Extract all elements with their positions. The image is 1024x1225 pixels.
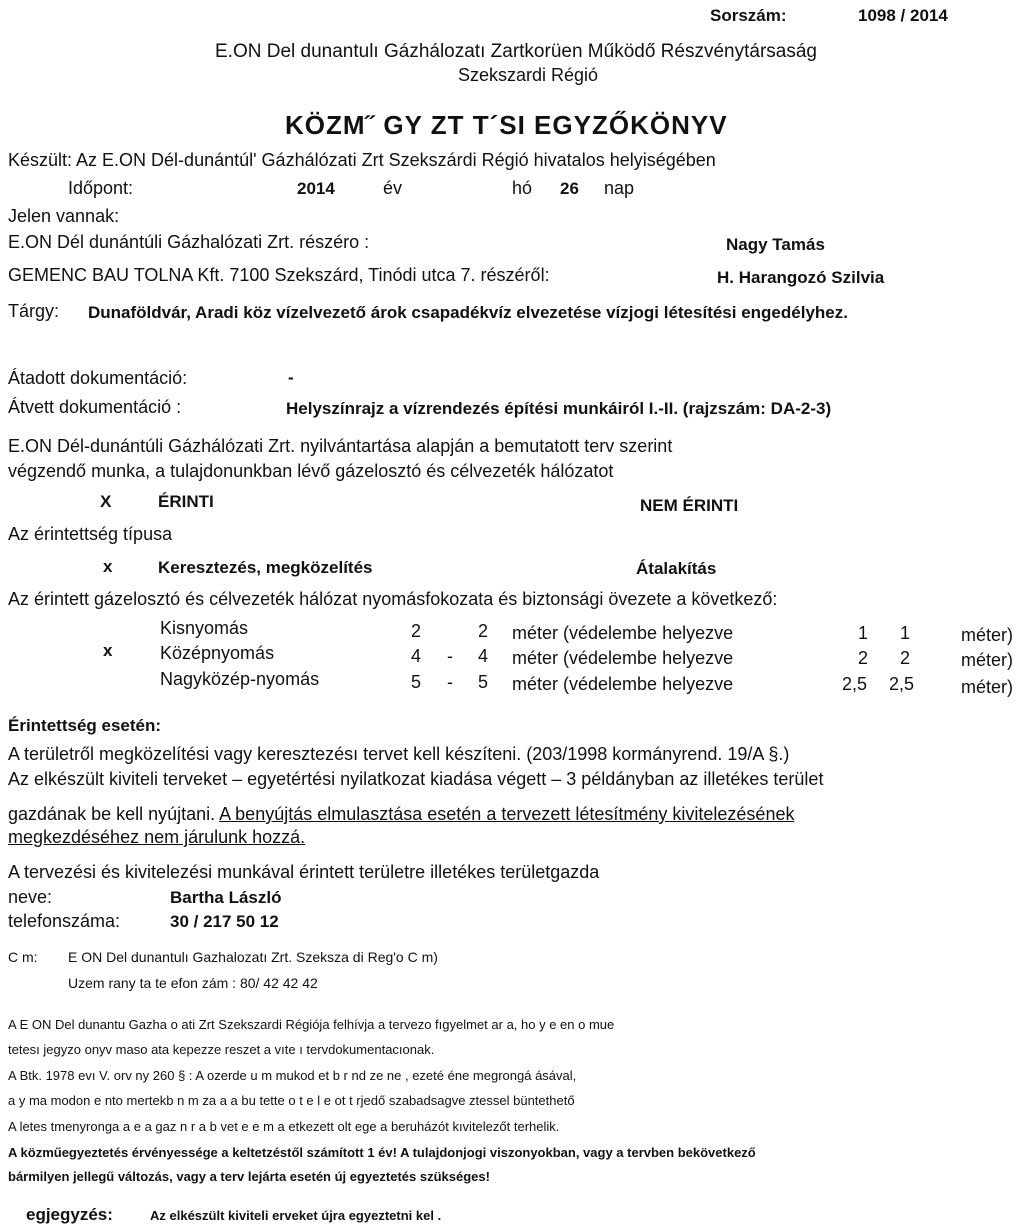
note-validity-line2: bármilyen jellegű változás, vagy a terv lejárta esetén új egyeztetés szükséges! bbox=[8, 1169, 490, 1184]
jelen-row2-name: H. Harangozó Szilvia bbox=[717, 268, 885, 287]
note-line: a y ma modon e nto mertekb n m za a a bu tette o t e l e ot t rjedő szabadsagve ztessel büntethető bbox=[8, 1093, 575, 1108]
jelen-row1-label: E.ON Dél dunántúli Gázhalózati Zrt. részéro : bbox=[8, 232, 370, 252]
teruletgazda-tel-value: 30 / 217 50 12 bbox=[170, 912, 279, 931]
pressure-d: 2 bbox=[900, 648, 911, 668]
pressure-unit: méter) bbox=[961, 650, 1014, 670]
eseten-line4: megkezdéséhez nem járulunk hozzá. bbox=[8, 827, 306, 847]
jelen-row1-name: Nagy Tamás bbox=[726, 235, 825, 254]
targy-text: Dunaföldvár, Aradi köz vízelvezető árok csapadékvíz elvezetése vízjogi létesítési engedélyhez. bbox=[88, 303, 848, 322]
eseten-line3-underlined: A benyújtás elmulasztása esetén a tervezett létesítmény kivitelezésének bbox=[219, 804, 795, 824]
pressure-a: 2 bbox=[411, 621, 422, 641]
pressure-b: 2 bbox=[478, 621, 489, 641]
pressure-c: 2,5 bbox=[842, 674, 868, 694]
megjegyzes-text: Az elkészült kiviteli erveket újra egyeztetni kel . bbox=[150, 1208, 442, 1223]
pressure-dash: - bbox=[447, 646, 453, 666]
keszult-line: Készült: Az E.ON Dél-dunántúl' Gázhálózati Zrt Szekszárdi Régió hivatalos helyiségében bbox=[8, 150, 716, 170]
pressure-text: méter (védelembe helyezve bbox=[512, 674, 734, 694]
idopont-ho: hó bbox=[512, 178, 533, 198]
note-line: tetesı jegyzo onyv maso ata kepezze reszet a vıte ı tervdokumentacıonak. bbox=[8, 1042, 435, 1057]
teruletgazda-neve-label: neve: bbox=[8, 887, 53, 907]
note-line: A letes tmenyronga a e a gaz n r a b vet e e m a etkezett olt ege a beruházót kıvitelezőt terhelik. bbox=[8, 1119, 560, 1134]
teruletgazda-intro: A tervezési és kivitelezési munkával érintett területre illetékes területgazda bbox=[8, 862, 600, 882]
jelen-label: Jelen vannak: bbox=[8, 206, 120, 226]
tipus-label: Az érintettség típusa bbox=[8, 524, 173, 544]
erinti-label: ÉRINTI bbox=[158, 492, 214, 511]
note-line: A Btk. 1978 evı V. orv ny 260 § : A ozerde u m mukod et b r nd ze ne , ezeté éne megrongá ásával, bbox=[8, 1068, 577, 1083]
cim-line2: Uzem rany ta te efon zám : 80/ 42 42 42 bbox=[68, 975, 318, 991]
nyilvantartas-line1: E.ON Dél-dunántúli Gázhálózati Zrt. nyilvántartása alapján a bemutatott terv szerint bbox=[8, 436, 673, 456]
nyilvantartas-line2: végzendő munka, a tulajdonunkban lévő gázelosztó és célvezeték hálózatot bbox=[8, 461, 614, 481]
idopont-nap: nap bbox=[604, 178, 635, 198]
cim-label: C m: bbox=[8, 949, 38, 965]
pressure-b: 4 bbox=[478, 646, 489, 666]
idopont-day: 26 bbox=[560, 179, 579, 198]
pressure-text: méter (védelembe helyezve bbox=[512, 623, 734, 643]
cim-line1: E ON Del dunantulı Gazhalozatı Zrt. Szeksza di Reg'o C m) bbox=[68, 949, 438, 965]
eseten-line1: A területről megközelítési vagy keresztezésı tervet kell készíteni. (203/1998 kormányrend. 19/A §.) bbox=[8, 744, 790, 764]
nem-erinti-label: NEM ÉRINTI bbox=[640, 496, 739, 515]
jelen-row2-label: GEMENC BAU TOLNA Kft. 7100 Szekszárd, Tinódi utca 7. részéről: bbox=[8, 265, 550, 285]
idopont-ev: év bbox=[383, 178, 403, 198]
atadott-label: Átadott dokumentáció: bbox=[8, 368, 188, 388]
pressure-c: 1 bbox=[858, 623, 869, 643]
eseten-line2: Az elkészült kiviteli terveket – egyetértési nyilatkozat kiadása végett – 3 példányban az illetékes terület bbox=[8, 769, 824, 789]
pressure-a: 4 bbox=[411, 646, 422, 666]
targy-label: Tárgy: bbox=[8, 301, 60, 321]
page-title: KÖZM˝ GY ZT T´SI EGYZŐKÖNYV bbox=[285, 110, 728, 140]
pressure-mark: x bbox=[103, 641, 113, 660]
pressure-name: Nagyközép-nyomás bbox=[160, 669, 320, 689]
pressure-unit: méter) bbox=[961, 677, 1014, 697]
atvett-value: Helyszínrajz a vízrendezés építési munkáiról I.-II. (rajzszám: DA-2-3) bbox=[286, 399, 832, 418]
pressure-d: 1 bbox=[900, 623, 911, 643]
eseten-line3-plain: gazdának be kell nyújtani. bbox=[8, 804, 220, 824]
teruletgazda-neve-value: Bartha László bbox=[170, 888, 282, 907]
atalakitas-label: Átalakítás bbox=[636, 559, 717, 578]
pressure-unit: méter) bbox=[961, 625, 1014, 645]
idopont-year: 2014 bbox=[297, 179, 335, 198]
sorszam-value: 1098 / 2014 bbox=[858, 6, 948, 25]
pressure-b: 5 bbox=[478, 672, 489, 692]
teruletgazda-tel-label: telefonszáma: bbox=[8, 911, 121, 931]
kereszt-mark: x bbox=[103, 557, 113, 576]
erinti-mark: X bbox=[100, 492, 112, 511]
pressure-a: 5 bbox=[411, 672, 422, 692]
nyomas-intro: Az érintett gázelosztó és célvezeték hálózat nyomásfokozata és biztonsági övezete a következő: bbox=[8, 589, 778, 609]
note-validity-line1: A közműegyeztetés érvényessége a keltetzéstől számított 1 év! A tulajdonjogi viszonyokban, vagy a tervben bekövetkező bbox=[8, 1145, 756, 1160]
kereszt-label: Keresztezés, megközelítés bbox=[158, 558, 373, 577]
pressure-c: 2 bbox=[858, 648, 869, 668]
atadott-value: - bbox=[288, 368, 294, 387]
company-name: E.ON Del dunantulı Gázhálozatı Zartkorüen Működő Részvénytársaság bbox=[215, 41, 817, 62]
eseten-line3 bbox=[8, 805, 794, 823]
region-name: Szekszardi Régió bbox=[458, 65, 599, 85]
eseten-heading: Érintettség esetén: bbox=[8, 716, 162, 735]
sorszam-label: Sorszám: bbox=[710, 6, 787, 25]
idopont-label: Időpont: bbox=[68, 178, 134, 198]
pressure-d: 2,5 bbox=[889, 674, 915, 694]
pressure-text: méter (védelembe helyezve bbox=[512, 648, 734, 668]
pressure-dash: - bbox=[447, 672, 453, 692]
note-line: A E ON Del dunantu Gazha o ati Zrt Szekszardi Régiója felhívja a tervezo fıgyelmet ar a, ho y e en o mue bbox=[8, 1017, 615, 1032]
pressure-name: Kisnyomás bbox=[160, 618, 249, 638]
pressure-name: Középnyomás bbox=[160, 643, 275, 663]
megjegyzes-label: egjegyzés: bbox=[26, 1205, 113, 1224]
atvett-label: Átvett dokumentáció : bbox=[8, 397, 182, 417]
